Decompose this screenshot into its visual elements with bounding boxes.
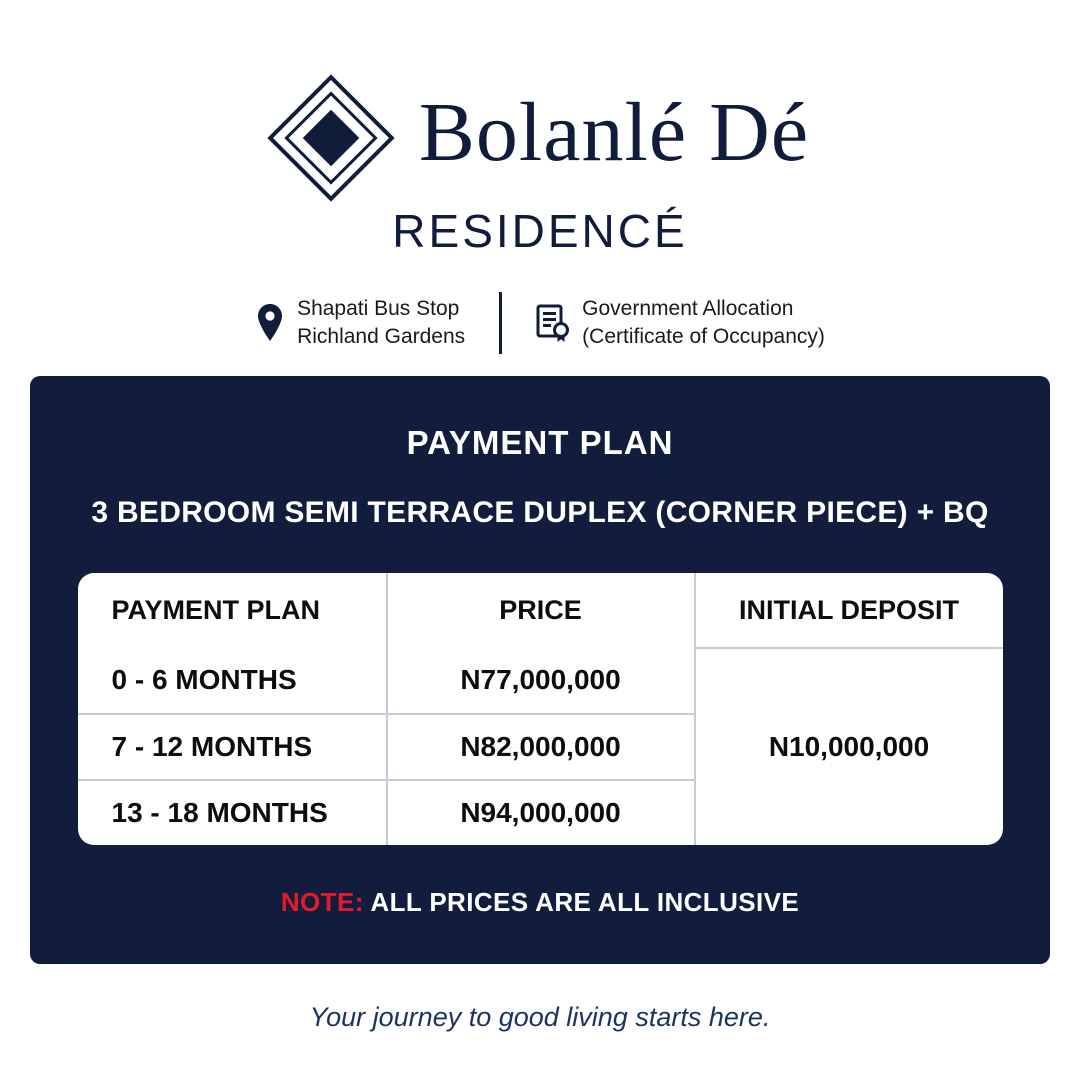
initial-deposit-value: N10,000,000 xyxy=(694,647,1003,845)
card-title: PAYMENT PLAN xyxy=(406,424,674,461)
note-line xyxy=(30,887,1050,918)
table-body xyxy=(78,647,1003,845)
brand-name: Bolanlé Dé xyxy=(418,86,810,179)
table-row xyxy=(78,647,694,713)
feature-row xyxy=(255,292,825,354)
table-row xyxy=(78,779,694,845)
table-header-row xyxy=(78,573,1003,647)
row-plan: 13 - 18 MONTHS xyxy=(78,779,386,845)
table-body-left xyxy=(78,647,694,845)
payment-plan-card xyxy=(30,376,1050,964)
row-price: N94,000,000 xyxy=(386,779,694,845)
header xyxy=(0,0,1080,354)
diamond-logo-icon xyxy=(271,78,391,198)
note-keyword: NOTE: xyxy=(280,887,371,917)
location-pin-icon xyxy=(255,303,285,343)
note-text: ALL PRICES ARE ALL INCLUSIVE xyxy=(370,887,800,917)
card-subtitle: 3 BEDROOM SEMI TERRACE DUPLEX (CORNER PIECE) + BQ xyxy=(91,496,989,529)
feature-location-line1: Shapati Bus Stop xyxy=(297,296,460,320)
table-header-deposit: INITIAL DEPOSIT xyxy=(694,573,1003,647)
feature-location-line2: Richland Gardens xyxy=(297,325,466,348)
certificate-icon xyxy=(536,303,570,343)
row-plan: 0 - 6 MONTHS xyxy=(111,664,297,695)
row-plan: 7 - 12 MONTHS xyxy=(78,713,386,779)
feature-location-text xyxy=(297,295,465,352)
tagline: Your journey to good living starts here. xyxy=(309,1002,771,1032)
table-header-plan: PAYMENT PLAN xyxy=(111,594,321,625)
brand-lockup xyxy=(271,78,809,198)
payment-plan-table xyxy=(78,573,1003,845)
table-header-price: PRICE xyxy=(386,573,694,647)
feature-allocation-line1: Government Allocation xyxy=(582,296,794,320)
feature-location xyxy=(255,295,465,352)
feature-allocation-text xyxy=(582,295,825,352)
row-price: N77,000,000 xyxy=(386,647,694,713)
row-price: N82,000,000 xyxy=(386,713,694,779)
feature-allocation xyxy=(536,295,825,352)
feature-allocation-line2: (Certificate of Occupancy) xyxy=(582,325,825,348)
table-row xyxy=(78,713,694,779)
feature-divider xyxy=(499,292,502,354)
brand-subtitle: RESIDENCÉ xyxy=(392,205,688,257)
